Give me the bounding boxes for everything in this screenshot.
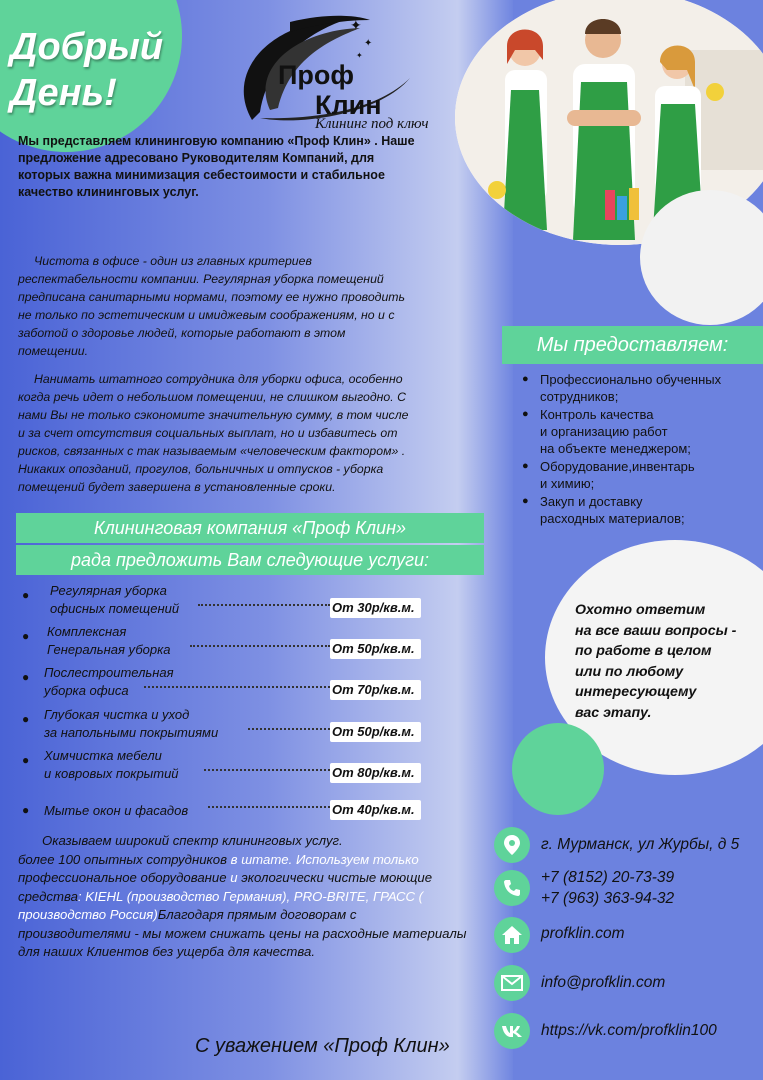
service-name: Комплексная Генеральная уборка (47, 624, 171, 657)
greeting-line-2: День! (10, 72, 117, 114)
home-icon (494, 917, 530, 953)
phone-1[interactable]: +7 (8152) 20-73-39 (541, 869, 675, 886)
service-price: От 50р/кв.м. (330, 639, 421, 659)
greeting-line-1: Добрый (10, 26, 164, 68)
svg-text:✦: ✦ (356, 51, 363, 60)
bullet-icon: ● (22, 588, 30, 602)
signature: С уважением «Проф Клин» (195, 1035, 450, 1057)
service-price: От 40р/кв.м. (330, 800, 421, 820)
bullet-icon: ● (522, 408, 529, 420)
provide-item: ● Закуп и доставку расходных материалов; (522, 494, 685, 526)
bullet-icon: ● (22, 629, 30, 643)
service-price: От 30р/кв.м. (330, 598, 421, 618)
service-name: Послестроительная уборка офиса (44, 665, 174, 698)
bullet-icon: ● (22, 712, 30, 726)
bullet-icon: ● (22, 753, 30, 767)
offer-banner: рада предложить Вам следующие услуги: (16, 545, 484, 575)
service-name: Глубокая чистка и уход за напольными покрытиями (44, 707, 219, 740)
service-item (18, 623, 458, 663)
service-price: От 70р/кв.м. (330, 680, 421, 700)
dotted-leader (190, 645, 330, 647)
vk-link[interactable]: https://vk.com/profklin100 (541, 1022, 717, 1039)
dotted-leader (198, 604, 330, 606)
service-item (18, 582, 458, 622)
dotted-leader (208, 806, 330, 808)
bullet-icon: ● (522, 373, 529, 385)
staffing-paragraph: Нанимать штатного сотрудника для уборки офиса, особенно когда речь идет о небольшом помещении, не слишком выгодно. С нами Вы не только сэкономите значительную сумму, в том числе и за счет отсутствия социальных выплат, но и избавитесь от рисков, связанных с так называемым «человеческим фактором» . Никаких опозданий, прогулов, больничных и отпусков - уборка помещений будет завершена в установленные сроки. (18, 372, 409, 494)
service-item (18, 747, 458, 787)
vk-icon (494, 1013, 530, 1049)
service-item (18, 706, 458, 746)
questions-text: Охотно ответим на все ваши вопросы - по работе в целом или по любому интересующему вас этапу. (575, 602, 737, 721)
company-banner: Клининговая компания «Проф Клин» (16, 513, 484, 543)
greeting-heading (10, 24, 163, 116)
mail-icon (494, 965, 530, 1001)
logo-word-2: Клин (315, 90, 382, 120)
logo-word-1: Проф (278, 60, 355, 90)
service-item (18, 784, 458, 824)
offer-paragraph: Оказываем широкий спектр клининговых услуг. более 100 опытных сотрудников в штате. Используем только профессиональное оборудование и экологически чистые моющие средства: KIEHL (производство Германия), PRO-BRITE, ГРАСС ( производство Россия)Благодаря прямым договорам с производителями - мы можем снижать цены на расходные материалы для наших Клиентов без ущерба для качества. (18, 833, 467, 959)
logo-tagline: Клининг под ключ (315, 116, 429, 132)
svg-text:✦: ✦ (364, 38, 373, 49)
decorative-green-circle (512, 723, 604, 815)
service-name: Мытье окон и фасадов (44, 803, 189, 818)
website-link[interactable]: profklin.com (541, 925, 625, 942)
bullet-icon: ● (22, 803, 30, 817)
provide-item: ● Оборудование,инвентарь и химию; (522, 459, 695, 491)
bullet-icon: ● (522, 460, 529, 472)
intro-paragraph: Мы представляем клининговую компанию «Проф Клин» . Наше предложение адресовано Руководителям Компаний, для которых важна минимизация себестоимости и стабильное качество клининговых услуг. (18, 134, 415, 199)
location-pin-icon (494, 827, 530, 863)
company-logo (230, 12, 470, 132)
service-name: Химчистка мебели и ковровых покрытий (44, 748, 179, 781)
dotted-leader (248, 728, 330, 730)
email-link[interactable]: info@profklin.com (541, 974, 666, 991)
service-item (18, 664, 458, 704)
provide-item: ● Контроль качества и организацию работ на объекте менеджером; (522, 407, 691, 456)
provide-item: ● Профессионально обученных сотрудников; (522, 372, 722, 404)
svg-text:✦: ✦ (350, 17, 362, 33)
service-price: От 50р/кв.м. (330, 722, 421, 742)
dotted-leader (204, 769, 330, 771)
bullet-icon: ● (22, 670, 30, 684)
bullet-icon: ● (522, 495, 529, 507)
cleanliness-paragraph: Чистота в офисе - один из главных критериев респектабельности компании. Регулярная уборка помещений предписана санитарными нормами, поэтому ее нужно проводить не только по эстетическим и имиджевым соображениям, но и с заботой о здоровье людей, которые работают в этом помещении. (18, 254, 405, 358)
address-text: г. Мурманск, ул Журбы, д 5 (541, 836, 740, 853)
provide-list (522, 371, 757, 528)
phone-2[interactable]: +7 (963) 363-94-32 (541, 890, 675, 907)
provide-title: Мы предоставляем: (502, 326, 763, 364)
dotted-leader (144, 686, 330, 688)
service-price: От 80р/кв.м. (330, 763, 421, 783)
phone-icon (494, 870, 530, 906)
service-name: Регулярная уборка офисных помещений (50, 583, 180, 616)
